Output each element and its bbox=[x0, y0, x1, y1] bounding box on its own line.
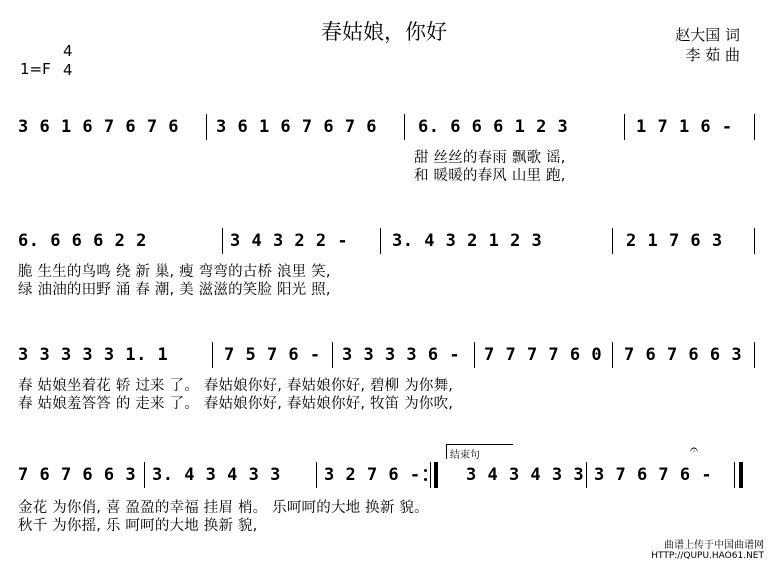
barline bbox=[430, 462, 431, 488]
measure-5-notes: 7 6 7 6 6 3 bbox=[624, 345, 743, 365]
measure-3-notes: 6. 6 6 6 1 2 3 bbox=[418, 117, 569, 137]
lyricist-credit: 赵大国 词 bbox=[675, 26, 740, 44]
measure-3-notes: 3 2 7 6 - bbox=[324, 465, 421, 485]
barline bbox=[612, 342, 613, 368]
time-signature bbox=[63, 42, 73, 80]
barline bbox=[380, 228, 381, 254]
measure-2-notes: 3. 4 3 4 3 3 bbox=[152, 465, 281, 485]
barline bbox=[222, 228, 223, 254]
time-sig-top: 4 bbox=[63, 42, 73, 60]
lyrics-verse-1: 脆 生生的鸟鸣 绕 新 巢, 瘦 弯弯的古桥 浪里 笑, bbox=[18, 264, 331, 280]
measure-1-notes: 3 3 3 3 3 1. 1 bbox=[18, 345, 169, 365]
final-barline-thick bbox=[739, 462, 743, 488]
repeat-dot bbox=[424, 469, 427, 472]
measure-5-notes: 3 7 6 7 6 - bbox=[594, 465, 713, 485]
barline bbox=[404, 114, 405, 140]
barline bbox=[474, 342, 475, 368]
fermata-icon: 𝄐 bbox=[690, 442, 698, 458]
measure-1-notes: 6. 6 6 6 2 2 bbox=[18, 231, 147, 251]
measure-3-notes: 3. 4 3 2 1 2 3 bbox=[392, 231, 543, 251]
barline bbox=[754, 228, 755, 254]
lyrics-verse-2: 春 姑娘羞答答 的 走来 了。 春姑娘你好, 春姑娘你好, 牧笛 为你吹, bbox=[18, 396, 454, 412]
lyrics-verse-2: 和 暖暖的春风 山里 跑, bbox=[414, 168, 566, 184]
footer-watermark bbox=[651, 540, 764, 562]
composer-credit: 李 茹 曲 bbox=[685, 46, 740, 64]
barline bbox=[206, 114, 207, 140]
measure-4-notes: 3 4 3 4 3 3 bbox=[466, 465, 585, 485]
repeat-barline bbox=[434, 462, 438, 488]
barline bbox=[332, 342, 333, 368]
repeat-dot bbox=[424, 478, 427, 481]
barline bbox=[316, 462, 317, 488]
volta-label: 结束句 bbox=[450, 450, 480, 461]
measure-1-notes: 3 6 1 6 7 6 7 6 bbox=[18, 117, 180, 137]
song-title: 春姑娘，你好 bbox=[321, 20, 447, 44]
lyrics-verse-1: 金花 为你俏, 喜 盈盈的幸福 挂眉 梢。 乐呵呵的大地 换新 貌。 bbox=[18, 500, 429, 516]
measure-4-notes: 7 7 7 7 6 0 bbox=[484, 345, 603, 365]
lyrics-verse-1: 春 姑娘坐着花 轿 过来 了。 春姑娘你好, 春姑娘你好, 碧柳 为你舞, bbox=[18, 378, 454, 394]
measure-4-notes: 2 1 7 6 3 bbox=[626, 231, 723, 251]
lyrics-verse-1: 甜 丝丝的春雨 飘歌 谣, bbox=[414, 150, 566, 166]
final-barline bbox=[734, 462, 735, 488]
lyrics-verse-2: 秋千 为你摇, 乐 呵呵的大地 换新 貌, bbox=[18, 518, 258, 534]
footer-line-1: 曲谱上传于中国曲谱网 bbox=[664, 540, 764, 551]
footer-line-2: HTTP://QUPU.HAO61.NET bbox=[651, 551, 764, 561]
barline bbox=[754, 342, 755, 368]
barline bbox=[612, 228, 613, 254]
measure-1-notes: 7 6 7 6 6 3 bbox=[18, 465, 137, 485]
measure-2-notes: 3 4 3 2 2 - bbox=[230, 231, 349, 251]
measure-3-notes: 3 3 3 3 6 - bbox=[342, 345, 461, 365]
barline bbox=[754, 114, 755, 140]
barline bbox=[144, 462, 145, 488]
barline bbox=[212, 342, 213, 368]
barline bbox=[586, 462, 587, 488]
barline bbox=[624, 114, 625, 140]
measure-4-notes: 1 7 1 6 - bbox=[636, 117, 733, 137]
measure-2-notes: 3 6 1 6 7 6 7 6 bbox=[216, 117, 378, 137]
time-sig-bottom: 4 bbox=[63, 61, 73, 79]
lyrics-verse-2: 绿 油油的田野 涌 春 潮, 美 滋滋的笑脸 阳光 照, bbox=[18, 282, 331, 298]
measure-2-notes: 7 5 7 6 - bbox=[224, 345, 321, 365]
key-signature: 1=F bbox=[20, 60, 51, 78]
